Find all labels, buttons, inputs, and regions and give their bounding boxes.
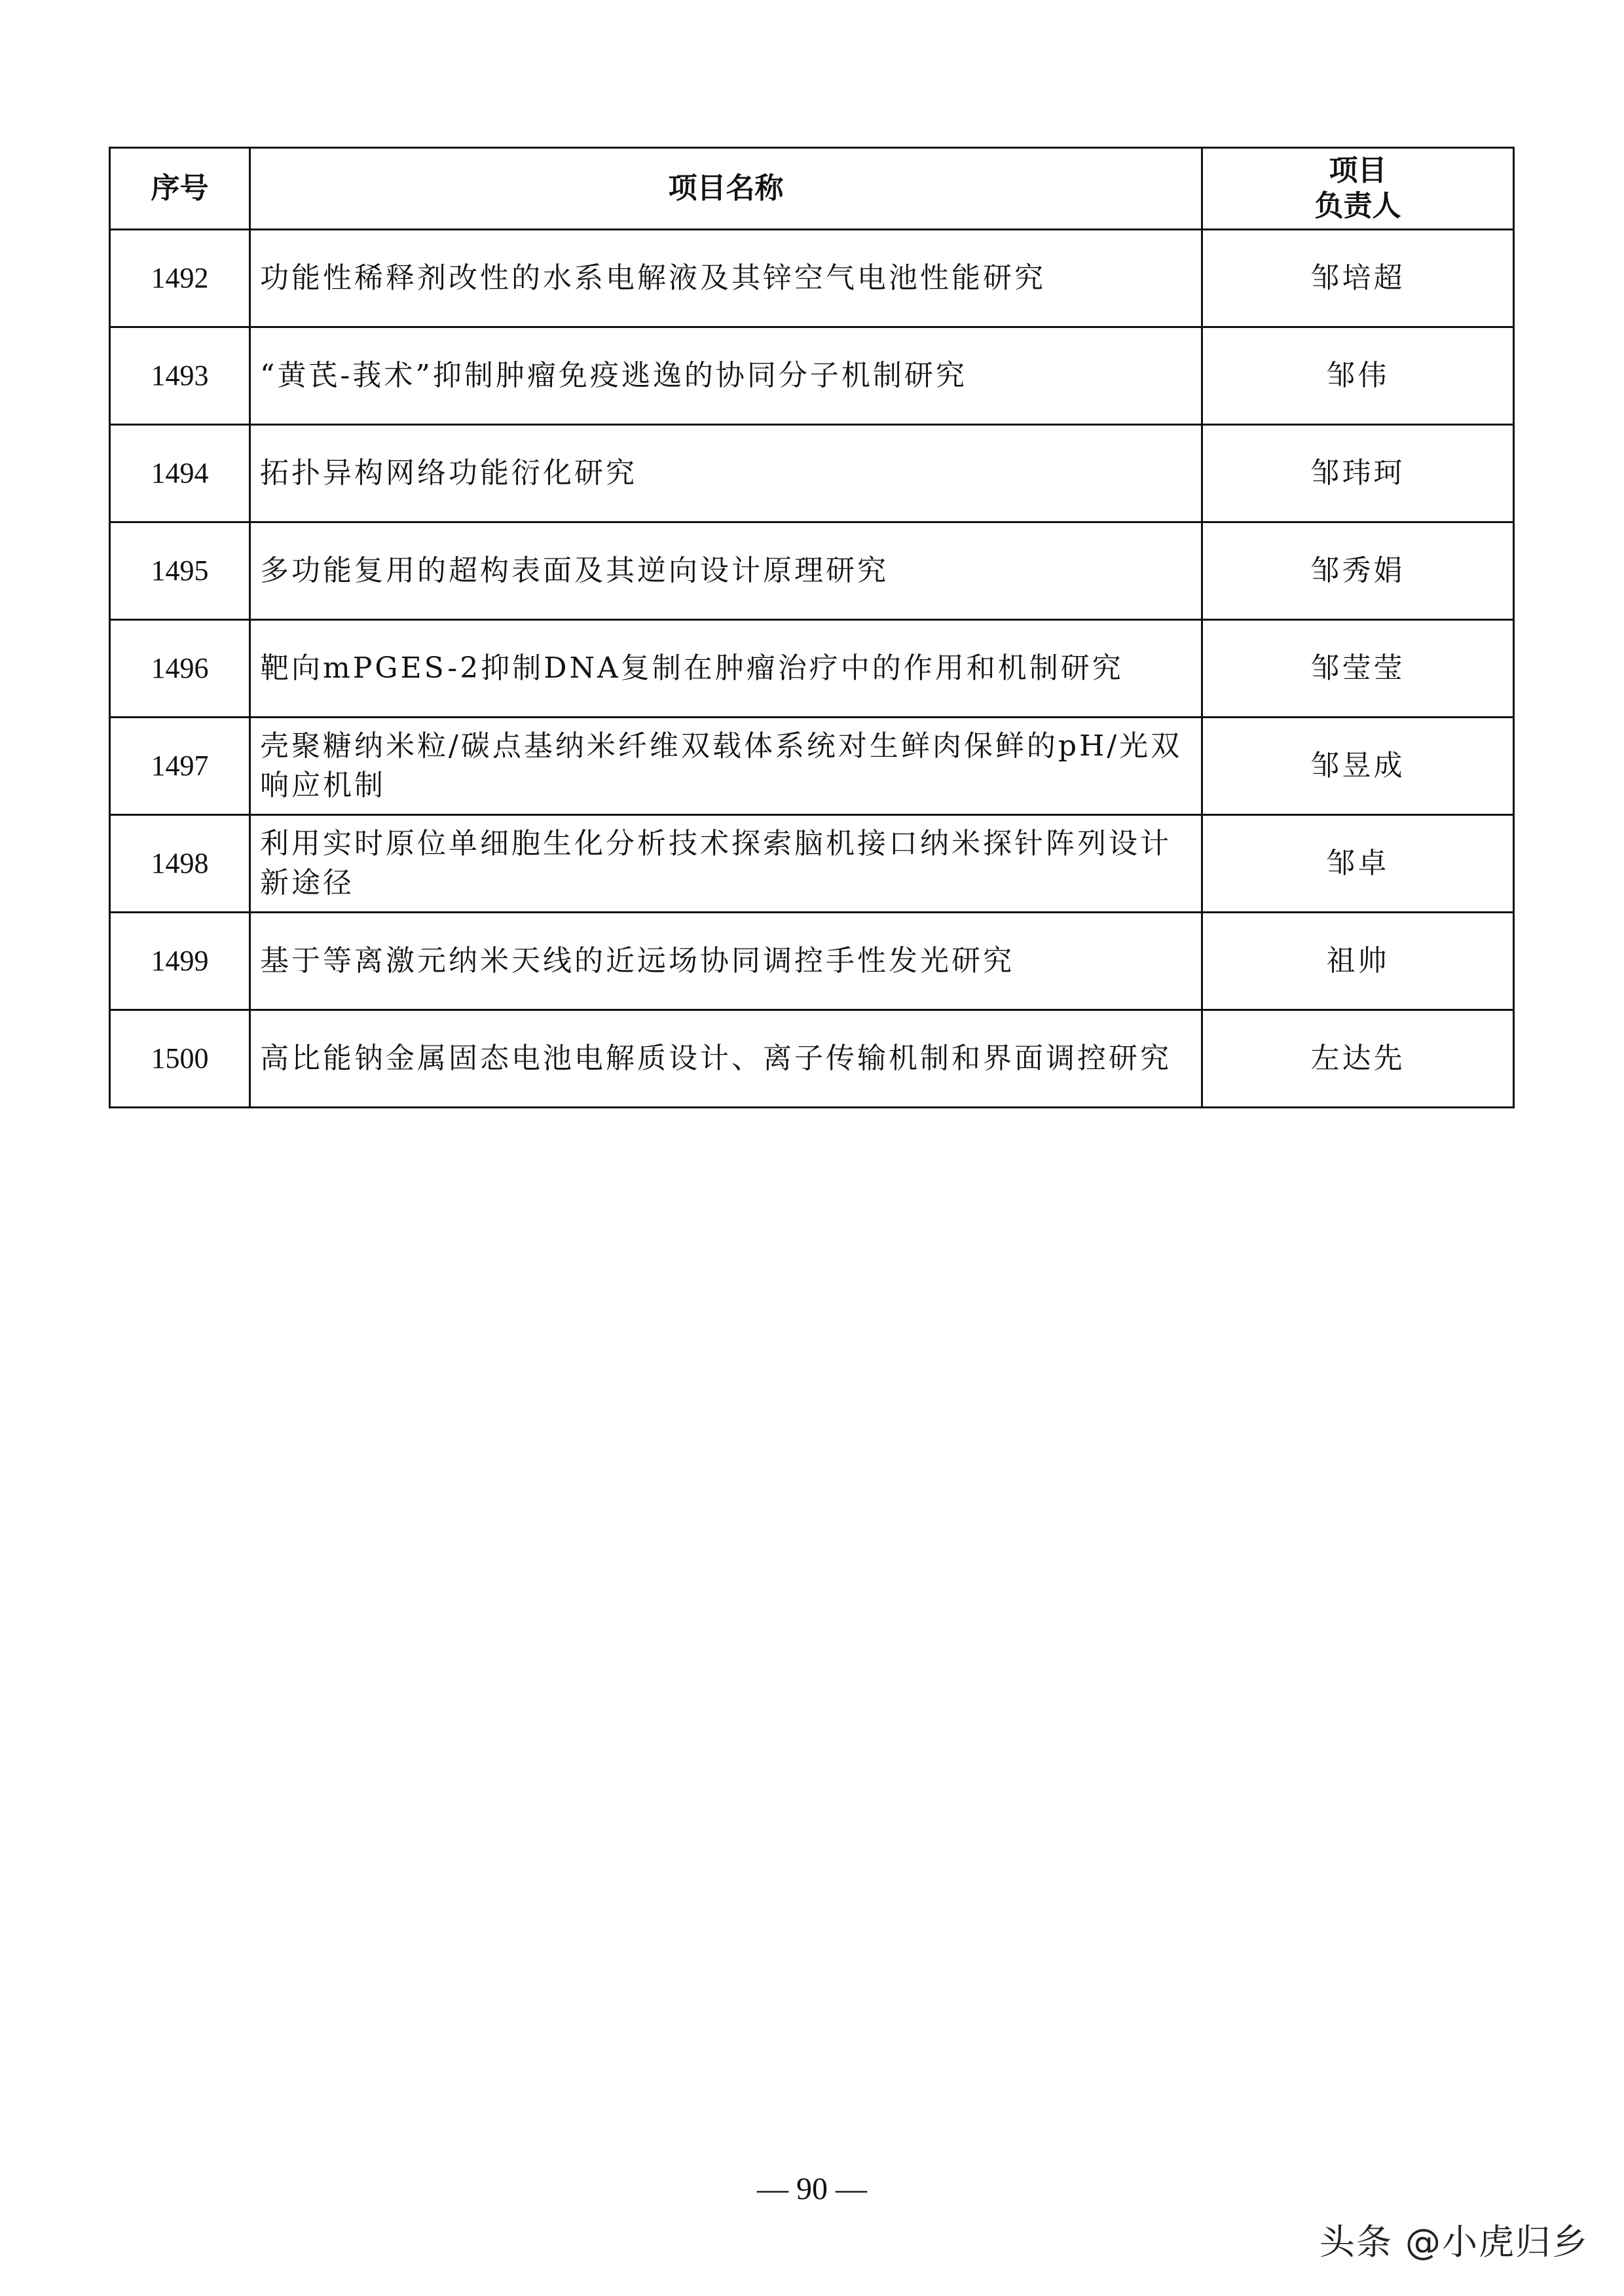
row-owner: 邹卓 [1202,815,1514,913]
row-project-name: 壳聚糖纳米粒/碳点基纳米纤维双载体系统对生鲜肉保鲜的pH/光双响应机制 [250,718,1202,815]
row-project-name: 利用实时原位单细胞生化分析技术探索脑机接口纳米探针阵列设计新途径 [250,815,1202,913]
page-number: — 90 — [757,2172,867,2206]
table-row [110,230,1514,327]
table-row [110,327,1514,425]
table-row [110,815,1514,913]
row-owner: 左达先 [1202,1010,1514,1108]
row-seq: 1499 [110,913,250,1010]
row-seq: 1494 [110,425,250,522]
row-project-name: 拓扑异构网络功能衍化研究 [250,425,1202,522]
row-project-name: 基于等离激元纳米天线的近远场协同调控手性发光研究 [250,913,1202,1010]
header-owner-line1: 项目 [1329,154,1387,187]
row-seq: 1500 [110,1010,250,1108]
row-owner: 邹伟 [1202,327,1514,425]
header-seq: 序号 [110,148,250,230]
table-row [110,1010,1514,1108]
table-row [110,425,1514,522]
watermark: 头条 @小虎归乡 [1319,2221,1589,2263]
row-seq: 1492 [110,230,250,327]
row-owner: 邹秀娟 [1202,522,1514,620]
project-table [109,147,1515,1108]
row-project-name: 多功能复用的超构表面及其逆向设计原理研究 [250,522,1202,620]
row-seq: 1493 [110,327,250,425]
row-seq: 1497 [110,718,250,815]
row-owner: 邹玮珂 [1202,425,1514,522]
table-row [110,913,1514,1010]
row-seq: 1498 [110,815,250,913]
table-row [110,620,1514,718]
row-seq: 1496 [110,620,250,718]
table-row [110,718,1514,815]
row-project-name: 高比能钠金属固态电池电解质设计、离子传输机制和界面调控研究 [250,1010,1202,1108]
row-project-name: 靶向mPGES-2抑制DNA复制在肿瘤治疗中的作用和机制研究 [250,620,1202,718]
row-owner: 邹昱成 [1202,718,1514,815]
header-owner-line2: 负责人 [1314,189,1401,223]
header-owner [1202,148,1514,230]
row-project-name: 功能性稀释剂改性的水系电解液及其锌空气电池性能研究 [250,230,1202,327]
row-project-name: “黄芪-莪术”抑制肿瘤免疫逃逸的协同分子机制研究 [250,327,1202,425]
row-seq: 1495 [110,522,250,620]
row-owner: 邹莹莹 [1202,620,1514,718]
header-project-name: 项目名称 [250,148,1202,230]
row-owner: 邹培超 [1202,230,1514,327]
table-row [110,522,1514,620]
table-header-row [110,148,1514,230]
row-owner: 祖帅 [1202,913,1514,1010]
